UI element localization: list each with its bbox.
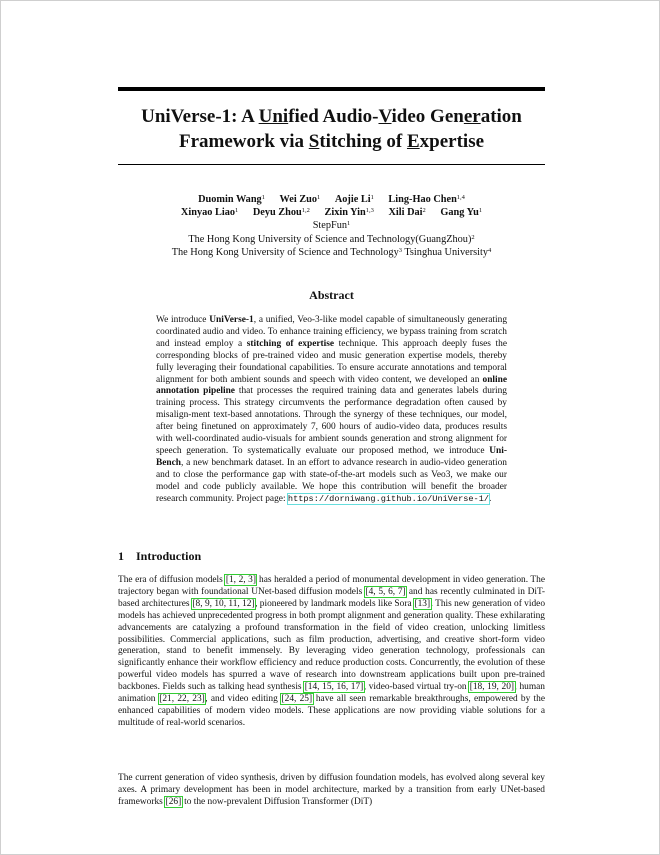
project-page-link[interactable]: https://dorniwang.github.io/UniVerse-1/	[287, 493, 490, 504]
author-block	[118, 193, 545, 259]
author-name: Ling-Hao Chen	[388, 194, 457, 205]
citation-link[interactable]: [24, 25]	[281, 694, 313, 705]
section-heading-introduction: 1 Introduction	[118, 549, 202, 563]
paper-title: UniVerse-1: A Unified Audio-Video Generation Framework via Stitching of Expertise	[141, 106, 522, 152]
citation-link[interactable]: [18, 19, 20]	[469, 682, 515, 693]
author-name: Gang Yu	[440, 207, 479, 219]
author-name: Aojie Li	[334, 194, 371, 205]
intro-paragraph-1: The era of diffusion models [1, 2, 3] has heralded a period of monumental development in video generation. The trajectory began with foundational UNet-based diffusion models [4, 5, 6, 7] and has recently culminated in DiT-based architectures [8, 9, 10, 11, 12], pioneered by landmark models like Sora [13]. This new generation of video models has achieved unprecedented progress in both prompt alignment and generation quality. These exhilarating advancements are catalyzing a profound transformation in the field of video creation, unlocking limitless possibilities. Commercial applications, such as film production, advertising, and creative short-form video generation, stand to benefit immensely. By leveraging video generation technology, professionals can significantly enhance their workflow efficiency and reduce production costs. Concurrently, the evolution of these powerful video models has spurred a wave of research into downstream applications built upon pre-trained backbones. Fields such as talking head synthesis [14, 15, 16, 17], video-based virtual try-on [18, 19, 20], human animation [21, 22, 23], and video editing [24, 25] have all seen remarkable breakthroughs, empowered by the enhanced capabilities of modern video models. These applications are now providing viable solutions for a multitude of real-world scenarios.	[118, 575, 546, 728]
intro-paragraph-2: The current generation of video synthesis, driven by diffusion foundation models, has evolved along several key axes. A primary development has been in model architecture, marked by a transition from early UNet-based frameworks [26] to the now-prevalent Diffusion Transformer (DiT)	[118, 773, 545, 807]
citation-link[interactable]: [14, 15, 16, 17]	[304, 682, 364, 693]
affiliation-org: StepFun$^1$	[312, 220, 351, 232]
author-name: Wei Zuo	[279, 194, 318, 205]
author-row-2: Xinyao Liao$^1$ Deyu Zhou$^{1,2}$ Zixin Yin$^{1,3}$ Xili Dai$^2$ Gang Yu$^1$	[180, 207, 483, 219]
citation-link[interactable]: [1, 2, 3]	[225, 575, 256, 585]
title-bottom-rule	[118, 164, 545, 165]
citation-link[interactable]: [8, 9, 10, 11, 12]	[192, 598, 255, 609]
author-name: Zixin Yin	[324, 207, 366, 219]
citation-link[interactable]: [4, 5, 6, 7]	[365, 586, 406, 597]
author-name: Deyu Zhou	[252, 207, 302, 219]
author-name: Xili Dai	[388, 207, 423, 219]
citation-link[interactable]: [26]	[165, 796, 182, 807]
citation-link[interactable]: [21, 22, 23]	[159, 694, 205, 705]
affiliation-2: The Hong Kong University of Science and Technology$^3$ Tsinghua University$^4$	[171, 246, 492, 258]
author-name: Duomin Wang	[198, 194, 262, 205]
author-row-1: Duomin Wang$^1$ Wei Zuo$^1$ Aojie Li$^1$ Ling-Hao Chen$^{1,4}$	[198, 194, 465, 205]
title-top-rule	[118, 87, 545, 91]
citation-link[interactable]: [13]	[414, 598, 431, 609]
author-name: Xinyao Liao	[180, 207, 235, 219]
abstract-text: We introduce UniVerse-1, a unified, Veo-3-like model capable of simultaneously generating coordinated audio and video. To enhance training efficiency, we bypass training from scratch and instead employ a stitching of expertise technique. This approach deeply fuses the corresponding blocks of pre-trained video and music generation expertise models, thereby fully leveraging their foundational capabilities. To ensure accurate annotations and temporal alignment for both ambient sounds and speech with video content, we developed an online annotation pipeline that processes the required training data and generates labels during training process. This strategy circumvents the performance degradation often caused by misalign-ment text-based annotations. Through the synergy of these techniques, our model, after being finetuned on approximately 7, 600 hours of audio-video data, produces results with well-coordinated audio-visuals for ambient sounds generation and strong alignment for speech generation. To systematically evaluate our proposed method, we introduce Uni-Bench, a new benchmark dataset. In an effort to advance research in audio-video generation and to close the performance gap with state-of-the-art models such as Veo3, we make our model and code publicly available. We hope this contribution will benefit the broader research community. Project page: https://dorniwang.github.io/UniVerse-1/.	[156, 315, 508, 504]
abstract-heading: Abstract	[309, 288, 354, 302]
affiliation-1: The Hong Kong University of Science and Technology(GuangZhou)$^2$	[188, 233, 475, 245]
